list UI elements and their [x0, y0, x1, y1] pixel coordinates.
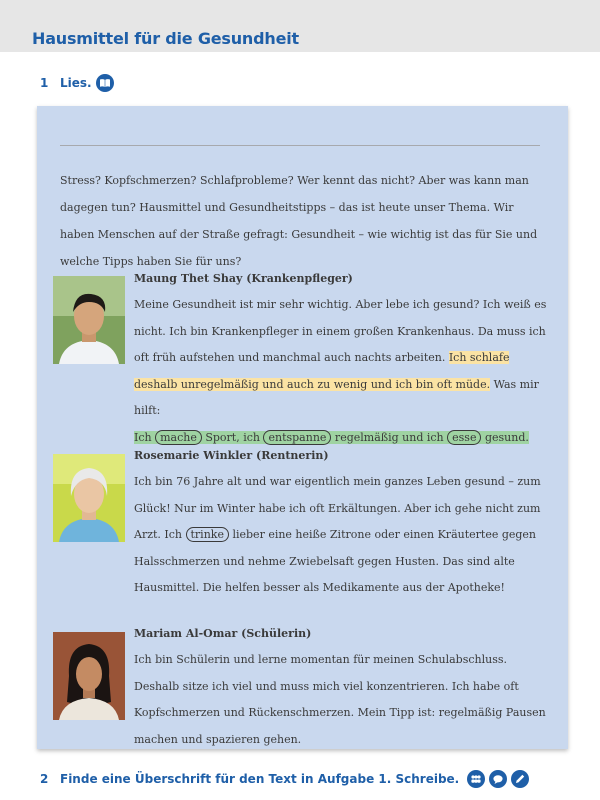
task-label: Finde eine Überschrift für den Text in Aufgabe 1. Schreibe.: [60, 772, 460, 786]
text-segment: Ich: [134, 430, 156, 444]
speech-bubble-icon: [489, 770, 507, 788]
person-entry-maung: [134, 270, 549, 451]
circled-verb: entspanne: [263, 430, 331, 445]
portrait-photo-mariam: [53, 632, 125, 720]
person-name: Mariam Al-Omar (Schülerin): [134, 627, 312, 640]
person-name: Rosemarie Winkler (Rentnerin): [134, 449, 329, 462]
person-text: Ich bin Schülerin und lerne momentan für meinen Schulabschluss. Deshalb sitze ich viel und muss mich viel konzentrieren. Ich habe oft Kopfschmerzen und Rückenschmerzen. Mein Tipp ist: regelmäßig Pausen machen und spazieren gehen.: [134, 653, 546, 746]
circled-verb: esse: [447, 430, 481, 445]
text-segment: gesund.: [481, 430, 529, 444]
text-segment: Meine Gesundheit ist mir sehr wichtig. Aber lebe ich gesund? Ich weiß es nicht. Ich bin Krankenpfleger in einem großen Krankenhaus. Da muss ich oft früh aufstehen und manchmal auch nachts arbeiten.: [134, 298, 547, 364]
text-segment: regelmäßig und ich: [331, 430, 448, 444]
book-icon: [96, 74, 114, 92]
text-segment: Was mir hilft:: [134, 377, 539, 417]
task-number: 2: [40, 772, 49, 786]
divider: [60, 145, 540, 146]
highlight-green: [134, 431, 529, 444]
highlight-yellow: Ich schlafe deshalb unregelmäßig und auch zu wenig und ich bin oft müde.: [134, 351, 510, 391]
person-entry-mariam: [134, 625, 549, 753]
person-text: [134, 469, 549, 602]
circled-verb: mache: [155, 430, 202, 445]
person-name: Maung Thet Shay (Krankenpfleger): [134, 272, 353, 285]
task-label: Lies.: [60, 76, 92, 90]
text-segment: Sport, ich: [201, 430, 264, 444]
person-text: [134, 292, 549, 451]
portrait-photo-rosemarie: [53, 454, 125, 542]
person-entry-rosemarie: [134, 447, 549, 602]
task-2: [40, 770, 529, 788]
intro-text: Stress? Kopfschmerzen? Schlafprobleme? Wer kennt das nicht? Aber was kann man dagegen tun? Hausmittel und Gesundheitstipps – das ist heute unser Thema. Wir haben Menschen auf der Straße gefragt: Gesundheit – wie wichtig ist das für Sie und welche Tipps haben Sie für uns?: [60, 174, 538, 268]
text-segment: Ich bin 76 Jahre alt und war eigentlich mein ganzes Leben gesund – zum Glück! Nur im Winter habe ich oft Erkältungen. Aber ich gehe nicht zum Arzt. Ich: [134, 475, 541, 541]
task-number: 1: [40, 76, 49, 90]
pencil-icon: [511, 770, 529, 788]
circled-verb: trinke: [186, 527, 229, 542]
portrait-photo-maung: [53, 276, 125, 364]
group-icon: [467, 770, 485, 788]
task-1: [40, 74, 114, 92]
page-title: Hausmittel für die Gesundheit: [32, 29, 299, 48]
text-segment: lieber eine heiße Zitrone oder einen Kräutertee gegen Halsschmerzen und nehme Zwiebelsaft gegen Husten. Das sind alte Hausmittel. Die helfen besser als Medikamente aus der Apotheke!: [134, 528, 537, 594]
